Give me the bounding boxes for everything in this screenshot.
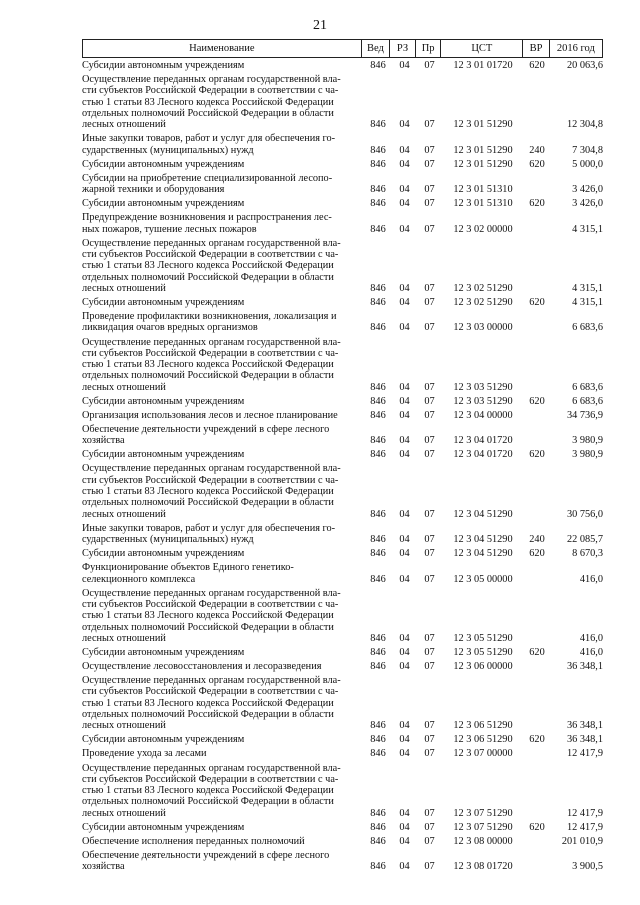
cell-sum: 3 980,9 [572,449,603,461]
cell-cst: 12 3 04 01720 [453,449,513,461]
cell-ved: 846 [370,573,386,585]
cell-name: Осуществление переданных органам государственной вла- сти субъектов Российской Федерации в соответствии с ча- стью 1 статьи 83 Лесного кодекса Российской Федерации отдельных полномочий Российской Федерации в области лесных отношений [82,463,341,520]
header-cst: ЦСТ [440,40,522,57]
table-row [82,675,603,734]
table-row [82,297,603,311]
cell-sum: 8 670,3 [572,548,603,560]
cell-pr: 07 [424,548,435,560]
cell-vr: 240 [529,534,545,546]
cell-vr: 620 [529,198,545,210]
cell-name: Субсидии автономным учреждениям [82,297,245,309]
cell-cst: 12 3 01 51310 [453,198,513,210]
header-rz: РЗ [389,40,415,57]
cell-ved: 846 [370,720,386,732]
cell-sum: 416,0 [579,632,603,644]
cell-name: Субсидии автономным учреждениям [82,198,245,210]
cell-ved: 846 [370,508,386,520]
cell-ved: 846 [370,184,386,196]
cell-name: Осуществление переданных органам государственной вла- сти субъектов Российской Федерации в соответствии с ча- стью 1 статьи 83 Лесного кодекса Российской Федерации отдельных полномочий Российской Федерации в области лесных отношений [82,675,341,732]
table-row [82,588,603,647]
cell-name: Осуществление переданных органам государственной вла- сти субъектов Российской Федерации в соответствии с ча- стью 1 статьи 83 Лесного кодекса Российской Федерации отдельных полномочий Российской Федерации в области лесных отношений [82,74,341,131]
cell-name: Проведение ухода за лесами [82,748,207,760]
cell-cst: 12 3 02 00000 [453,223,513,235]
table-row [82,836,603,850]
cell-sum: 36 348,1 [566,660,603,672]
cell-rz: 04 [399,748,410,760]
cell-vr: 620 [529,395,545,407]
table-row [82,74,603,133]
cell-rz: 04 [399,632,410,644]
cell-name: Иные закупки товаров, работ и услуг для обеспечения го- сударственных (муниципальных) нужд [82,522,336,546]
cell-pr: 07 [424,573,435,585]
cell-rz: 04 [399,720,410,732]
cell-vr: 620 [529,297,545,309]
cell-pr: 07 [424,861,435,873]
cell-ved: 846 [370,158,386,170]
table-row [82,410,603,424]
cell-rz: 04 [399,435,410,447]
cell-name: Осуществление переданных органам государственной вла- сти субъектов Российской Федерации в соответствии с ча- стью 1 статьи 83 Лесного кодекса Российской Федерации отдельных полномочий Российской Федерации в области лесных отношений [82,336,341,393]
cell-sum: 4 315,1 [572,297,603,309]
cell-rz: 04 [399,198,410,210]
table-row [82,133,603,158]
cell-cst: 12 3 08 00000 [453,835,513,847]
cell-rz: 04 [399,119,410,131]
cell-sum: 12 417,9 [566,807,603,819]
cell-sum: 201 010,9 [561,835,603,847]
cell-name: Субсидии автономным учреждениям [82,395,245,407]
cell-name: Субсидии на приобретение специализированной лесопо- жарной техники и оборудования [82,172,333,196]
cell-cst: 12 3 03 00000 [453,322,513,334]
cell-pr: 07 [424,821,435,833]
cell-sum: 3 980,9 [572,435,603,447]
cell-rz: 04 [399,158,410,170]
cell-ved: 846 [370,119,386,131]
cell-sum: 416,0 [579,646,603,658]
cell-ved: 846 [370,632,386,644]
cell-pr: 07 [424,322,435,334]
cell-sum: 12 304,8 [566,119,603,131]
cell-pr: 07 [424,395,435,407]
cell-rz: 04 [399,297,410,309]
header-name: Наименование [189,43,255,54]
cell-vr: 620 [529,158,545,170]
cell-cst: 12 3 06 51290 [453,720,513,732]
table-row [82,562,603,587]
cell-cst: 12 3 07 51290 [453,821,513,833]
cell-cst: 12 3 06 00000 [453,660,513,672]
cell-vr: 240 [529,144,545,156]
cell-ved: 846 [370,835,386,847]
cell-name: Функционирование объектов Единого генетико- селекционного комплекса [82,562,294,585]
cell-ved: 846 [370,60,386,71]
cell-rz: 04 [399,835,410,847]
cell-cst: 12 3 03 51290 [453,395,513,407]
cell-cst: 12 3 01 51290 [453,119,513,131]
cell-rz: 04 [399,223,410,235]
table-row [82,396,603,410]
cell-name: Субсидии автономным учреждениям [82,158,245,170]
cell-sum: 5 000,0 [572,158,603,170]
cell-ved: 846 [370,861,386,873]
cell-cst: 12 3 06 51290 [453,734,513,746]
cell-name: Обеспечение деятельности учреждений в сфере лесного хозяйства [82,850,330,873]
cell-sum: 34 736,9 [566,409,603,421]
cell-rz: 04 [399,660,410,672]
cell-rz: 04 [399,573,410,585]
cell-name: Иные закупки товаров, работ и услуг для обеспечения го- сударственных (муниципальных) нужд [82,133,336,156]
cell-sum: 3 426,0 [572,198,603,210]
page-number: 21 [313,18,327,33]
table-row [82,424,603,449]
cell-name: Проведение профилактики возникновения, локализация и ликвидация очагов вредных организмов [82,311,337,334]
cell-sum: 4 315,1 [572,223,603,235]
cell-cst: 12 3 04 51290 [453,534,513,546]
cell-ved: 846 [370,548,386,560]
cell-sum: 22 085,7 [566,534,603,546]
cell-ved: 846 [370,322,386,334]
cell-cst: 12 3 05 51290 [453,632,513,644]
cell-sum: 12 417,9 [566,821,603,833]
cell-ved: 846 [370,734,386,746]
cell-ved: 846 [370,435,386,447]
cell-pr: 07 [424,144,435,156]
header-pr: Пр [415,40,441,57]
cell-cst: 12 3 02 51290 [453,297,513,309]
cell-pr: 07 [424,158,435,170]
cell-ved: 846 [370,660,386,672]
cell-rz: 04 [399,184,410,196]
cell-name: Осуществление лесовосстановления и лесоразведения [82,660,322,672]
cell-pr: 07 [424,508,435,520]
cell-sum: 7 304,8 [572,144,603,156]
cell-sum: 36 348,1 [566,734,603,746]
cell-rz: 04 [399,449,410,461]
table-row [82,548,603,562]
table-row [82,763,603,822]
cell-pr: 07 [424,660,435,672]
cell-ved: 846 [370,821,386,833]
cell-pr: 07 [424,381,435,393]
cell-name: Субсидии автономным учреждениям [82,821,245,833]
cell-cst: 12 3 03 51290 [453,381,513,393]
table-row [82,159,603,173]
cell-pr: 07 [424,119,435,131]
cell-ved: 846 [370,144,386,156]
cell-ved: 846 [370,198,386,210]
cell-rz: 04 [399,381,410,393]
cell-pr: 07 [424,646,435,658]
table-row [82,748,603,762]
cell-vr: 620 [529,734,545,746]
cell-name: Субсидии автономным учреждениям [82,548,245,560]
cell-pr: 07 [424,449,435,461]
cell-pr: 07 [424,632,435,644]
cell-rz: 04 [399,60,410,71]
cell-pr: 07 [424,223,435,235]
table-row [82,850,603,875]
cell-rz: 04 [399,322,410,334]
cell-ved: 846 [370,409,386,421]
cell-vr: 620 [529,449,545,461]
cell-rz: 04 [399,508,410,520]
cell-pr: 07 [424,198,435,210]
table-row [82,60,603,74]
cell-pr: 07 [424,835,435,847]
cell-cst: 12 3 07 00000 [453,748,513,760]
cell-ved: 846 [370,395,386,407]
cell-rz: 04 [399,646,410,658]
cell-rz: 04 [399,409,410,421]
cell-ved: 846 [370,297,386,309]
cell-pr: 07 [424,534,435,546]
cell-name: Осуществление переданных органам государственной вла- сти субъектов Российской Федерации в соответствии с ча- стью 1 статьи 83 Лесного кодекса Российской Федерации отдельных полномочий Российской Федерации в области лесных отношений [82,762,341,819]
cell-sum: 3 900,5 [572,861,603,873]
cell-ved: 846 [370,223,386,235]
cell-ved: 846 [370,646,386,658]
cell-name: Осуществление переданных органам государственной вла- сти субъектов Российской Федерации в соответствии с ча- стью 1 статьи 83 Лесного кодекса Российской Федерации отдельных полномочий Российской Федерации в области лесных отношений [82,587,341,644]
cell-name: Субсидии автономным учреждениям [82,734,245,746]
cell-cst: 12 3 08 01720 [453,861,513,873]
cell-rz: 04 [399,734,410,746]
table-row [82,449,603,463]
table-row [82,661,603,675]
header-ved: Вед [361,40,390,57]
cell-sum: 20 063,6 [566,60,603,71]
cell-cst: 12 3 07 51290 [453,807,513,819]
cell-pr: 07 [424,60,435,71]
cell-cst: 12 3 04 01720 [453,435,513,447]
cell-name: Осуществление переданных органам государственной вла- сти субъектов Российской Федерации в соответствии с ча- стью 1 статьи 83 Лесного кодекса Российской Федерации отдельных полномочий Российской Федерации в области лесных отношений [82,237,341,294]
table-row [82,173,603,198]
cell-sum: 30 756,0 [566,508,603,520]
cell-sum: 36 348,1 [566,720,603,732]
cell-rz: 04 [399,861,410,873]
table-row [82,212,603,237]
cell-cst: 12 3 02 51290 [453,282,513,294]
cell-cst: 12 3 04 51290 [453,508,513,520]
cell-sum: 12 417,9 [566,748,603,760]
cell-cst: 12 3 01 51290 [453,158,513,170]
cell-cst: 12 3 01 51290 [453,144,513,156]
header-sum: 2016 год [549,40,602,57]
cell-rz: 04 [399,144,410,156]
table-row [82,337,603,396]
cell-ved: 846 [370,381,386,393]
table-row [82,311,603,336]
cell-pr: 07 [424,184,435,196]
cell-vr: 620 [529,548,545,560]
cell-sum: 6 683,6 [572,395,603,407]
cell-sum: 4 315,1 [572,282,603,294]
cell-ved: 846 [370,807,386,819]
cell-name: Обеспечение исполнения переданных полномочий [82,835,305,847]
table-row [82,647,603,661]
cell-rz: 04 [399,821,410,833]
cell-name: Организация использования лесов и лесное планирование [82,409,338,421]
cell-pr: 07 [424,734,435,746]
cell-name: Обеспечение деятельности учреждений в сфере лесного хозяйства [82,423,330,447]
cell-cst: 12 3 04 51290 [453,548,513,560]
cell-name: Предупреждение возникновения и распространения лес- ных пожаров, тушение лесных пожаров [82,212,332,235]
cell-sum: 6 683,6 [572,381,603,393]
table-row [82,198,603,212]
cell-vr: 620 [529,646,545,658]
cell-rz: 04 [399,548,410,560]
cell-name: Субсидии автономным учреждениям [82,60,245,71]
cell-vr: 620 [529,60,545,71]
cell-ved: 846 [370,449,386,461]
cell-sum: 6 683,6 [572,322,603,334]
cell-cst: 12 3 04 00000 [453,409,513,421]
cell-pr: 07 [424,807,435,819]
cell-pr: 07 [424,435,435,447]
cell-pr: 07 [424,297,435,309]
cell-pr: 07 [424,720,435,732]
cell-name: Субсидии автономным учреждениям [82,646,245,658]
cell-name: Субсидии автономным учреждениям [82,449,245,461]
table-header [82,39,603,58]
cell-pr: 07 [424,748,435,760]
cell-ved: 846 [370,748,386,760]
table-row [82,734,603,748]
cell-sum: 416,0 [579,573,603,585]
cell-ved: 846 [370,282,386,294]
cell-rz: 04 [399,282,410,294]
cell-rz: 04 [399,807,410,819]
table-row [82,523,603,548]
cell-cst: 12 3 01 51310 [453,184,513,196]
cell-pr: 07 [424,282,435,294]
cell-cst: 12 3 01 01720 [453,60,513,71]
table-row [82,238,603,297]
cell-cst: 12 3 05 51290 [453,646,513,658]
header-vr: ВР [522,40,549,57]
table-row [82,463,603,522]
table-row [82,822,603,836]
cell-cst: 12 3 05 00000 [453,573,513,585]
cell-vr: 620 [529,821,545,833]
table-body [82,60,603,875]
cell-rz: 04 [399,534,410,546]
cell-sum: 3 426,0 [572,184,603,196]
cell-rz: 04 [399,395,410,407]
cell-pr: 07 [424,409,435,421]
cell-ved: 846 [370,534,386,546]
